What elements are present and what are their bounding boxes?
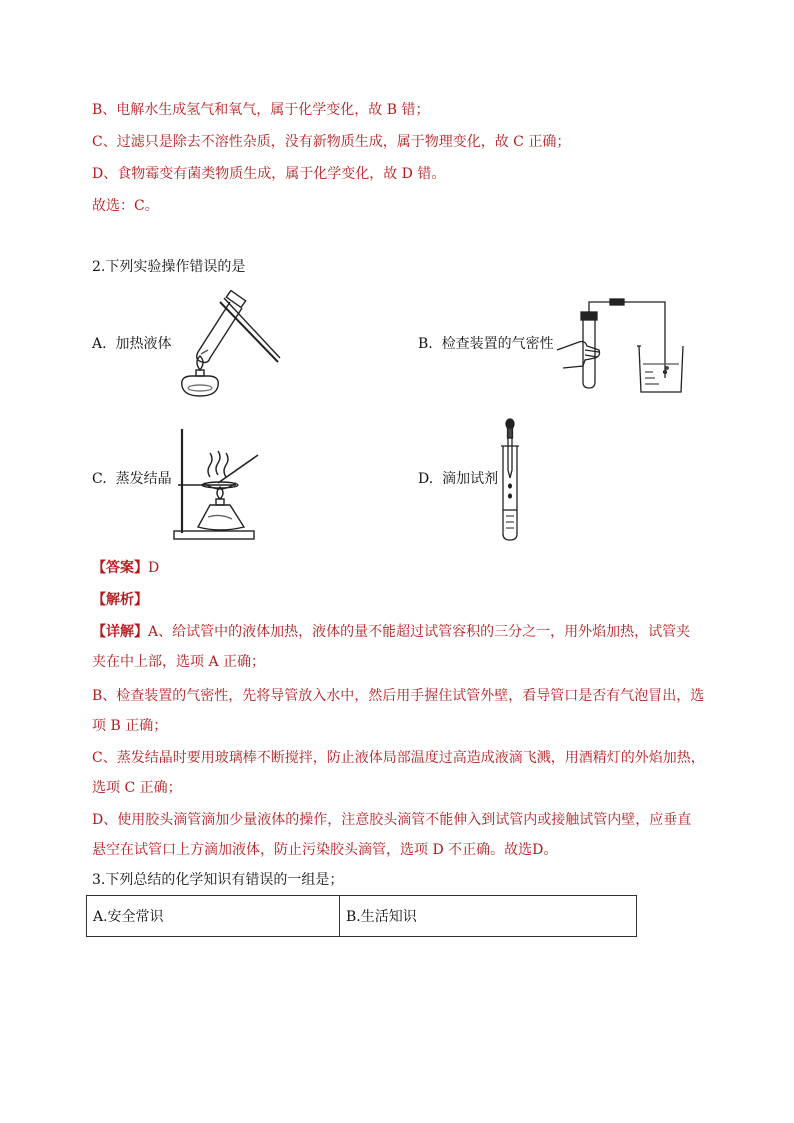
table-header-a: A.安全常识 (87, 896, 340, 937)
detail-line-7: D、使用胶头滴管滴加少量液体的操作，注意胶头滴管不能伸入到试管内或接触试管内壁，应垂直 (92, 812, 692, 828)
option-b-text: 检查装置的气密性 (441, 336, 554, 352)
airtightness-check-figure (555, 298, 685, 393)
detail-line-1 (92, 622, 690, 642)
detail-line-5: C、蒸发结晶时要用玻璃棒不断搅拌，防止液体局部温度过高造成液滴飞溅，用酒精灯的外焰加热， (92, 750, 705, 766)
detail-line-2: 夹在中上部，选项 A 正确； (92, 654, 266, 670)
explain-answer: 故选：C。 (92, 198, 159, 214)
option-d-text: 滴加试剂 (442, 471, 499, 487)
detail-line-8: 悬空在试管口上方滴加液体，防止污染胶头滴管，选项 D 不正确。故选D。 (92, 842, 558, 858)
option-a (92, 334, 171, 354)
option-d-letter: D. (418, 471, 434, 487)
knowledge-table (86, 895, 637, 937)
option-c-letter: C. (92, 471, 107, 487)
option-d (418, 469, 498, 489)
explain-line-b: B、电解水生成氢气和氧气，属于化学变化，故 B 错； (92, 102, 430, 118)
detail-line-4: 项 B 正确； (92, 718, 168, 734)
option-c (92, 469, 172, 489)
table-header-b: B.生活知识 (340, 896, 637, 937)
table-row (87, 896, 637, 937)
dropping-reagent-figure (495, 418, 525, 544)
answer-tag: 【答案】 (92, 560, 148, 576)
answer-value: D (148, 560, 160, 576)
option-b (418, 334, 554, 354)
detail-text-1: A、给试管中的液体加热，液体的量不能超过试管容积的三分之一，用外焰加热，试管夹 (148, 624, 691, 640)
explain-line-d: D、食物霉变有菌类物质生成，属于化学变化，故 D 错。 (92, 166, 446, 182)
detail-line-6: 选项 C 正确； (92, 780, 182, 796)
detail-line-3: B、检查装置的气密性，先将导管放入水中，然后用手握住试管外壁，看导管口是否有气泡冒出，选 (92, 688, 705, 704)
answer-line (92, 558, 159, 578)
option-b-letter: B. (418, 336, 433, 352)
option-c-text: 蒸发结晶 (115, 471, 172, 487)
option-a-letter: A. (92, 336, 107, 352)
analysis-tag: 【解析】 (92, 592, 148, 608)
heating-liquid-figure (170, 290, 285, 402)
option-a-text: 加热液体 (115, 336, 172, 352)
evaporation-figure (170, 425, 275, 543)
question-3-text: 3.下列总结的化学知识有错误的一组是； (92, 872, 344, 888)
detail-tag: 【详解】 (92, 624, 148, 640)
question-2-text: 2.下列实验操作错误的是 (92, 259, 246, 275)
explain-line-c: C、过滤只是除去不溶性杂质，没有新物质生成，属于物理变化，故 C 正确； (92, 134, 571, 150)
